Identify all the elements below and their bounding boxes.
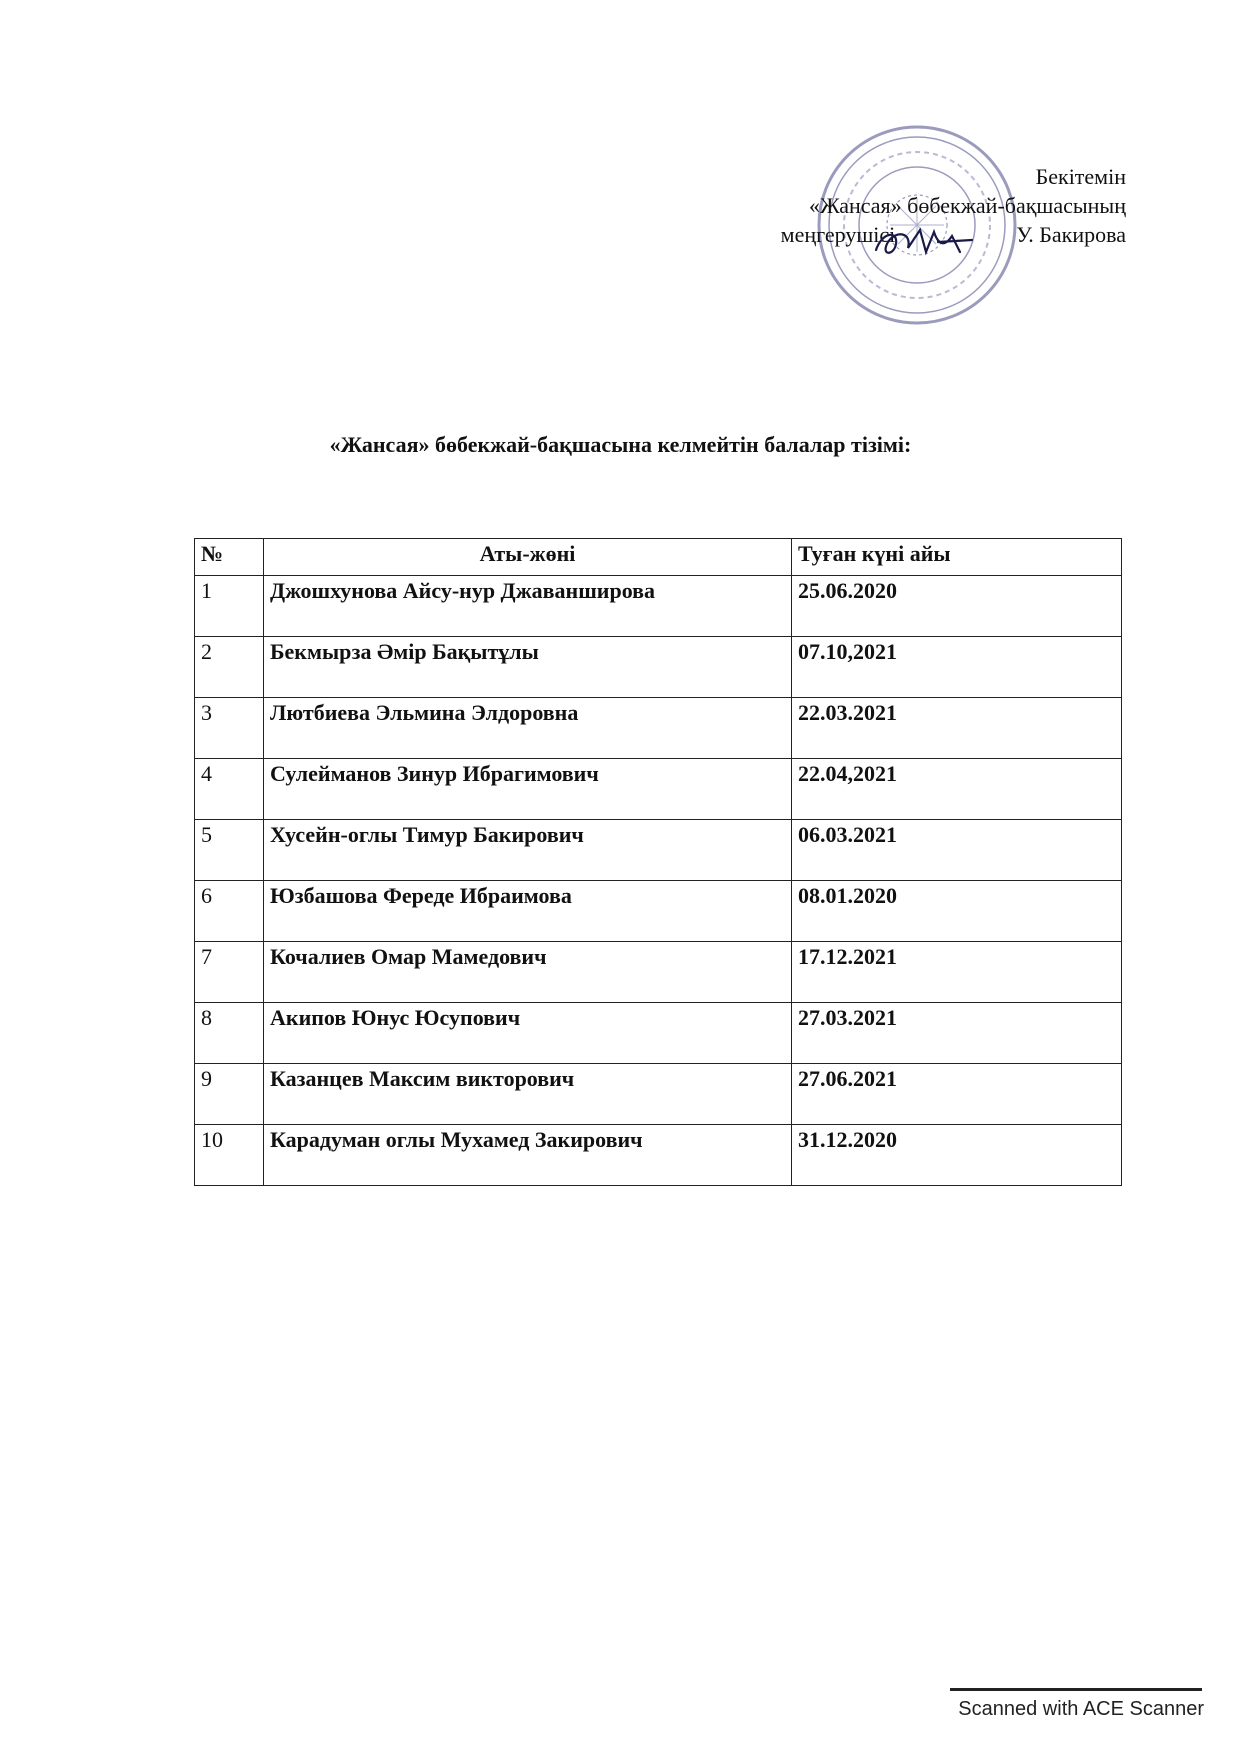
table-row (195, 576, 1122, 637)
row-full-name: Хусейн-оглы Тимур Бакирович (264, 820, 792, 881)
table-header-row (195, 539, 1122, 576)
row-birth-date: 07.10,2021 (792, 637, 1122, 698)
children-table (194, 538, 1122, 1186)
row-number: 8 (195, 1003, 264, 1064)
row-birth-date: 22.04,2021 (792, 759, 1122, 820)
row-number: 9 (195, 1064, 264, 1125)
scanner-divider (950, 1688, 1202, 1691)
row-birth-date: 08.01.2020 (792, 881, 1122, 942)
row-birth-date: 17.12.2021 (792, 942, 1122, 1003)
row-birth-date: 22.03.2021 (792, 698, 1122, 759)
row-full-name: Джошхунова Айсу-нур Джаванширова (264, 576, 792, 637)
table-row (195, 698, 1122, 759)
row-birth-date: 31.12.2020 (792, 1125, 1122, 1186)
approval-organization: «Жансая» бөбекжай-бақшасының (809, 193, 1126, 218)
row-full-name: Кочалиев Омар Мамедович (264, 942, 792, 1003)
row-number: 3 (195, 698, 264, 759)
row-number: 2 (195, 637, 264, 698)
row-number: 7 (195, 942, 264, 1003)
row-number: 1 (195, 576, 264, 637)
row-full-name: Акипов Юнус Юсупович (264, 1003, 792, 1064)
header-full-name: Аты-жөні (264, 539, 792, 576)
approval-heading: Бекітемін (1035, 164, 1126, 189)
table-row (195, 759, 1122, 820)
row-birth-date: 27.06.2021 (792, 1064, 1122, 1125)
handwritten-signature (868, 222, 978, 262)
header-birth-date: Туған күні айы (792, 539, 1122, 576)
row-birth-date: 25.06.2020 (792, 576, 1122, 637)
table-row (195, 637, 1122, 698)
row-number: 4 (195, 759, 264, 820)
row-full-name: Бекмырза Әмір Бақытұлы (264, 637, 792, 698)
table-row (195, 820, 1122, 881)
row-birth-date: 06.03.2021 (792, 820, 1122, 881)
approval-position: меңгерушісі (780, 222, 896, 247)
approval-name: У. Бакирова (1016, 222, 1126, 247)
table-row (195, 1064, 1122, 1125)
table-row (195, 1125, 1122, 1186)
row-full-name: Карадуман оглы Мухамед Закирович (264, 1125, 792, 1186)
row-number: 10 (195, 1125, 264, 1186)
document-title: «Жансая» бөбекжай-бақшасына келмейтін балалар тізімі: (329, 432, 912, 457)
row-full-name: Сулейманов Зинур Ибрагимович (264, 759, 792, 820)
row-birth-date: 27.03.2021 (792, 1003, 1122, 1064)
row-full-name: Казанцев Максим викторович (264, 1064, 792, 1125)
row-full-name: Лютбиева Эльмина Элдоровна (264, 698, 792, 759)
scanner-watermark: Scanned with ACE Scanner (958, 1698, 1204, 1720)
table-row (195, 881, 1122, 942)
table-row (195, 1003, 1122, 1064)
header-number: № (195, 539, 264, 576)
row-full-name: Юзбашова Фереде Ибраимова (264, 881, 792, 942)
row-number: 5 (195, 820, 264, 881)
row-number: 6 (195, 881, 264, 942)
table-row (195, 942, 1122, 1003)
